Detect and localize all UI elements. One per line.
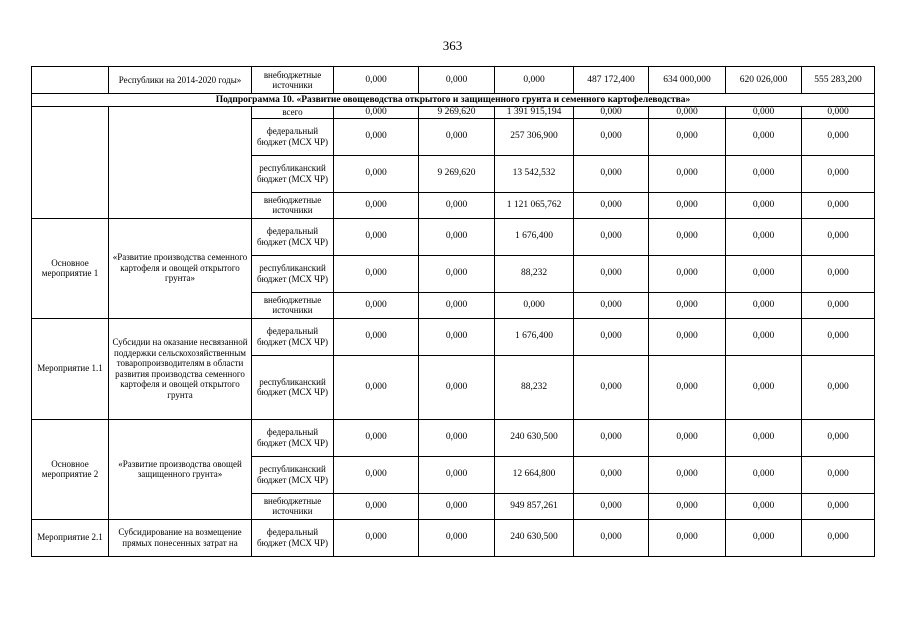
value-cell: 0,000 bbox=[726, 192, 802, 218]
value-cell: 0,000 bbox=[495, 67, 574, 94]
value-cell: 0,000 bbox=[726, 456, 802, 493]
measure-description: Субсидирование на возмещение прямых понесенных затрат на bbox=[109, 519, 252, 556]
value-cell: 0,000 bbox=[419, 318, 495, 355]
value-cell: 0,000 bbox=[726, 107, 802, 119]
value-cell: 0,000 bbox=[495, 292, 574, 318]
value-cell: 0,000 bbox=[334, 419, 419, 456]
value-cell: 0,000 bbox=[419, 118, 495, 155]
value-cell: 0,000 bbox=[334, 107, 419, 119]
value-cell: 0,000 bbox=[726, 493, 802, 519]
value-cell: 0,000 bbox=[574, 292, 649, 318]
source-cell: внебюджетные источники bbox=[252, 493, 334, 519]
source-cell: федеральный бюджет (МСХ ЧР) bbox=[252, 118, 334, 155]
value-cell: 1 676,400 bbox=[495, 218, 574, 255]
value-cell: 0,000 bbox=[726, 318, 802, 355]
value-cell: 0,000 bbox=[334, 456, 419, 493]
value-cell: 0,000 bbox=[802, 355, 875, 419]
source-cell: внебюджетные источники bbox=[252, 67, 334, 94]
value-cell: 0,000 bbox=[419, 456, 495, 493]
value-cell: 0,000 bbox=[802, 192, 875, 218]
value-cell: 0,000 bbox=[334, 67, 419, 94]
value-cell: 0,000 bbox=[802, 292, 875, 318]
value-cell: 0,000 bbox=[574, 456, 649, 493]
value-cell: 0,000 bbox=[649, 118, 726, 155]
value-cell: 0,000 bbox=[802, 318, 875, 355]
value-cell: 0,000 bbox=[574, 192, 649, 218]
source-cell: всего bbox=[252, 107, 334, 119]
value-cell: 0,000 bbox=[649, 292, 726, 318]
value-cell: 0,000 bbox=[574, 255, 649, 292]
value-cell: 0,000 bbox=[574, 218, 649, 255]
name-cell bbox=[32, 67, 109, 94]
source-cell: внебюджетные источники bbox=[252, 192, 334, 218]
value-cell: 0,000 bbox=[802, 118, 875, 155]
value-cell: 0,000 bbox=[649, 107, 726, 119]
value-cell: 0,000 bbox=[574, 519, 649, 556]
table-row bbox=[32, 67, 875, 94]
source-cell: федеральный бюджет (МСХ ЧР) bbox=[252, 218, 334, 255]
value-cell: 0,000 bbox=[419, 519, 495, 556]
name-cell bbox=[32, 107, 109, 219]
value-cell: 0,000 bbox=[726, 519, 802, 556]
value-cell: 0,000 bbox=[726, 419, 802, 456]
desc-cell: Республики на 2014-2020 годы» bbox=[109, 67, 252, 94]
measure-name: Мероприятие 2.1 bbox=[32, 519, 109, 556]
value-cell: 0,000 bbox=[334, 355, 419, 419]
value-cell: 487 172,400 bbox=[574, 67, 649, 94]
value-cell: 9 269,620 bbox=[419, 107, 495, 119]
value-cell: 12 664,800 bbox=[495, 456, 574, 493]
source-cell: республиканский бюджет (МСХ ЧР) bbox=[252, 456, 334, 493]
value-cell: 0,000 bbox=[802, 493, 875, 519]
source-cell: федеральный бюджет (МСХ ЧР) bbox=[252, 318, 334, 355]
measure-name: Основное мероприятие 1 bbox=[32, 218, 109, 318]
value-cell: 0,000 bbox=[802, 155, 875, 192]
value-cell: 0,000 bbox=[802, 107, 875, 119]
desc-cell bbox=[109, 107, 252, 219]
measure-description: «Развитие производства овощей защищенного грунта» bbox=[109, 419, 252, 519]
source-cell: внебюджетные источники bbox=[252, 292, 334, 318]
value-cell: 0,000 bbox=[334, 318, 419, 355]
value-cell: 0,000 bbox=[574, 318, 649, 355]
value-cell: 0,000 bbox=[334, 118, 419, 155]
value-cell: 0,000 bbox=[574, 155, 649, 192]
value-cell: 0,000 bbox=[334, 519, 419, 556]
value-cell: 0,000 bbox=[649, 218, 726, 255]
measure-name: Мероприятие 1.1 bbox=[32, 318, 109, 419]
value-cell: 0,000 bbox=[334, 255, 419, 292]
measure-name: Основное мероприятие 2 bbox=[32, 419, 109, 519]
value-cell: 0,000 bbox=[334, 218, 419, 255]
value-cell: 555 283,200 bbox=[802, 67, 875, 94]
measure-description: «Развитие производства семенного картофеля и овощей открытого грунта» bbox=[109, 218, 252, 318]
value-cell: 240 630,500 bbox=[495, 519, 574, 556]
value-cell: 0,000 bbox=[726, 218, 802, 255]
value-cell: 0,000 bbox=[649, 493, 726, 519]
value-cell: 0,000 bbox=[726, 255, 802, 292]
value-cell: 0,000 bbox=[419, 218, 495, 255]
value-cell: 0,000 bbox=[802, 218, 875, 255]
table-row bbox=[32, 107, 875, 119]
value-cell: 0,000 bbox=[574, 419, 649, 456]
value-cell: 0,000 bbox=[802, 419, 875, 456]
value-cell: 0,000 bbox=[419, 355, 495, 419]
value-cell: 0,000 bbox=[334, 155, 419, 192]
budget-table bbox=[31, 66, 875, 557]
measure-description: Субсидии на оказание несвязанной поддержки сельскохозяйственным товаропроизводителям в области развития производства семенного картофеля и овощей открытого грунта bbox=[109, 318, 252, 419]
value-cell: 240 630,500 bbox=[495, 419, 574, 456]
table-row bbox=[32, 318, 875, 355]
value-cell: 9 269,620 bbox=[419, 155, 495, 192]
value-cell: 13 542,532 bbox=[495, 155, 574, 192]
value-cell: 0,000 bbox=[649, 192, 726, 218]
value-cell: 620 026,000 bbox=[726, 67, 802, 94]
value-cell: 88,232 bbox=[495, 355, 574, 419]
value-cell: 1 676,400 bbox=[495, 318, 574, 355]
value-cell: 0,000 bbox=[802, 456, 875, 493]
source-cell: федеральный бюджет (МСХ ЧР) bbox=[252, 419, 334, 456]
subprogram-title: Подпрограмма 10. «Развитие овощеводства открытого и защищенного грунта и семенного картофелеводства» bbox=[32, 94, 875, 107]
value-cell: 0,000 bbox=[726, 118, 802, 155]
page-number: 363 bbox=[442, 38, 463, 53]
value-cell: 0,000 bbox=[649, 318, 726, 355]
value-cell: 0,000 bbox=[574, 493, 649, 519]
value-cell: 0,000 bbox=[574, 107, 649, 119]
value-cell: 0,000 bbox=[649, 355, 726, 419]
source-cell: федеральный бюджет (МСХ ЧР) bbox=[252, 519, 334, 556]
value-cell: 0,000 bbox=[419, 67, 495, 94]
value-cell: 0,000 bbox=[419, 493, 495, 519]
table-row bbox=[32, 419, 875, 456]
value-cell: 0,000 bbox=[649, 456, 726, 493]
table-row bbox=[32, 519, 875, 556]
value-cell: 0,000 bbox=[649, 255, 726, 292]
value-cell: 0,000 bbox=[419, 192, 495, 218]
value-cell: 0,000 bbox=[334, 192, 419, 218]
value-cell: 634 000,000 bbox=[649, 67, 726, 94]
value-cell: 0,000 bbox=[802, 519, 875, 556]
value-cell: 0,000 bbox=[726, 292, 802, 318]
value-cell: 0,000 bbox=[419, 419, 495, 456]
value-cell: 0,000 bbox=[802, 255, 875, 292]
value-cell: 1 121 065,762 bbox=[495, 192, 574, 218]
value-cell: 0,000 bbox=[649, 419, 726, 456]
source-cell: республиканский бюджет (МСХ ЧР) bbox=[252, 355, 334, 419]
value-cell: 0,000 bbox=[726, 155, 802, 192]
value-cell: 0,000 bbox=[726, 355, 802, 419]
value-cell: 0,000 bbox=[649, 519, 726, 556]
value-cell: 0,000 bbox=[334, 493, 419, 519]
source-cell: республиканский бюджет (МСХ ЧР) bbox=[252, 155, 334, 192]
value-cell: 0,000 bbox=[649, 155, 726, 192]
subprogram-row bbox=[32, 94, 875, 107]
value-cell: 949 857,261 bbox=[495, 493, 574, 519]
value-cell: 0,000 bbox=[419, 292, 495, 318]
table-row bbox=[32, 218, 875, 255]
value-cell: 0,000 bbox=[574, 118, 649, 155]
value-cell: 1 391 915,194 bbox=[495, 107, 574, 119]
value-cell: 0,000 bbox=[419, 255, 495, 292]
value-cell: 257 306,900 bbox=[495, 118, 574, 155]
source-cell: республиканский бюджет (МСХ ЧР) bbox=[252, 255, 334, 292]
value-cell: 0,000 bbox=[574, 355, 649, 419]
value-cell: 88,232 bbox=[495, 255, 574, 292]
value-cell: 0,000 bbox=[334, 292, 419, 318]
